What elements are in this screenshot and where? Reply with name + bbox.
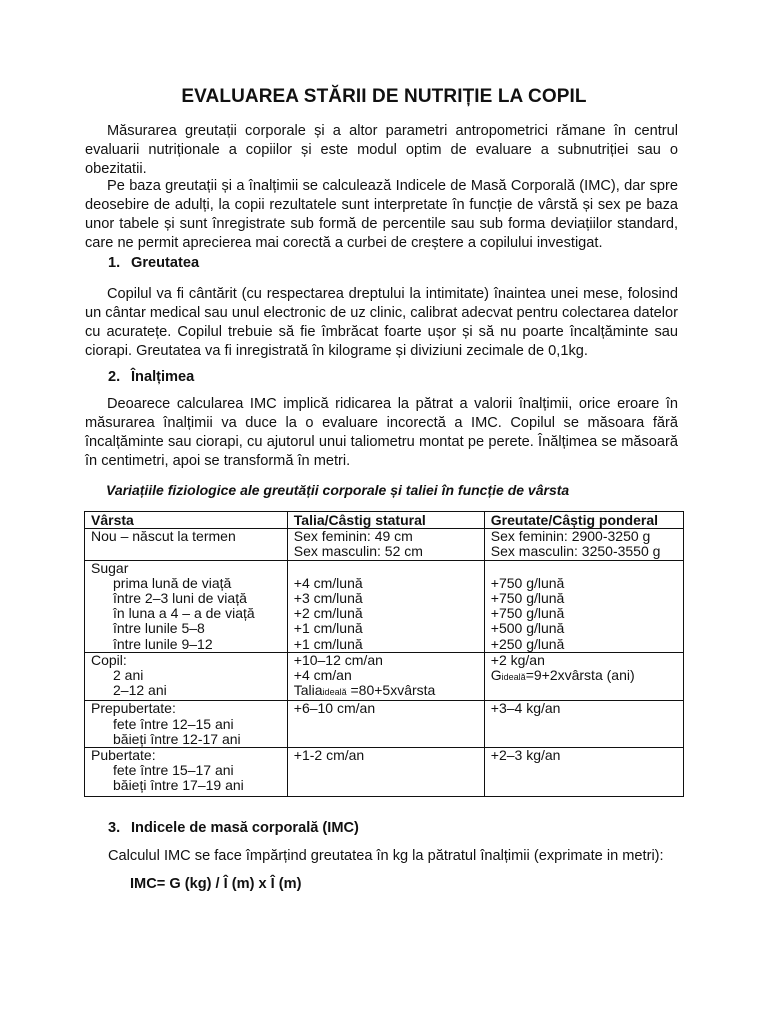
table-header-row <box>85 512 684 529</box>
cell-talia: +10–12 cm/an +4 cm/an Taliaideală =80+5xvârsta <box>287 652 484 701</box>
section-title: Greutatea <box>131 255 200 271</box>
cell-age: Pubertate: fete între 15–17 ani băieți între 17–19 ani <box>85 748 288 797</box>
talia-ideala-formula: Taliaideală =80+5xvârsta <box>293 682 436 699</box>
greutatea-paragraph: Copilul va fi cântărit (cu respectarea dreptului la intimitate) înaintea unei mese, folosind un cântar medical sau unul electronic de uz clinic, calibrat adecvat pentru colectarea datelor cu acuratețe. Copilul trebuie să fie îmbrăcat foarte ușor și să nu poarte încalțăminte sau ciorapi. Greutatea va fi inregistrată în kilograme și diviziuni zecimale de 0,1kg. <box>85 286 678 359</box>
growth-table <box>84 511 684 797</box>
table-row-copil <box>85 652 684 701</box>
section-number: 2. <box>108 369 121 385</box>
section-title: Înalțimea <box>131 369 195 385</box>
imc-paragraph: Calculul IMC se face împărțind greutatea în kg la pătratul înalțimii (exprimate in metri): <box>108 848 664 864</box>
intro-paragraph-2: Pe baza greutații și a înalțimii se calculează Indicele de Masă Corporală (IMC), dar spre deosebire de adulți, la copii rezultatele sunt interpretate în funcție de vârstă și sex pe baza unor tabele și sunt înregistrate sub formă de percentile sau sub forma deviațiilor standard, care ne permit aprecierea mai corectă a curbei de creștere a copilului investigat. <box>85 178 678 251</box>
cell-age: Prepubertate: fete între 12–15 ani băieți între 12-17 ani <box>85 701 288 748</box>
cell-greutate: +750 g/lună +750 g/lună +750 g/lună +500 g/lună +250 g/lună <box>484 560 683 652</box>
cell-talia: +6–10 cm/an <box>287 701 484 748</box>
table-row-prepubertate <box>85 701 684 748</box>
table-row-sugar <box>85 560 684 652</box>
cell-greutate: +2 kg/an Gideală=9+2xvârsta (ani) <box>484 652 683 701</box>
cell-age: Sugar prima lună de viață între 2–3 luni de viață în luna a 4 – a de viață între lunile 5–8 între lunile 9–12 <box>85 560 288 652</box>
cell-age: Nou – născut la termen <box>85 529 288 560</box>
cell-greutate: +3–4 kg/an <box>484 701 683 748</box>
cell-greutate: +2–3 kg/an <box>484 748 683 797</box>
section-number: 1. <box>108 255 121 271</box>
cell-age: Copil: 2 ani 2–12 ani <box>85 652 288 701</box>
document-title: EVALUAREA STĂRII DE NUTRIȚIE LA COPIL <box>181 86 587 107</box>
section-number: 3. <box>108 820 121 836</box>
header-varsta: Vârsta <box>85 512 288 529</box>
section-heading-inaltimea <box>108 369 194 385</box>
cell-greutate: Sex feminin: 2900-3250 g Sex masculin: 3250-3550 g <box>484 529 683 560</box>
section-heading-greutatea <box>108 255 199 271</box>
cell-talia: +1-2 cm/an <box>287 748 484 797</box>
cell-talia: +4 cm/lună +3 cm/lună +2 cm/lună +1 cm/lună +1 cm/lună <box>287 560 484 652</box>
section-heading-imc <box>108 820 359 836</box>
intro-paragraph-1: Măsurarea greutații corporale și a altor parametri antropometrici rămane în centrul evaluarii nutriționale a copiilor și este modul optim de evaluare a subnutriției sau o obezitatii. <box>85 123 678 177</box>
table-row-pubertate <box>85 748 684 797</box>
inaltimea-paragraph: Deoarece calcularea IMC implică ridicarea la pătrat a valorii înalțimii, orice eroare în măsurarea înalțimii va duce la o evaluare incorectă a IMC. Copilul se măsoara fără încalțăminte sau ciorapi, cu ajutorul unui taliometru montat pe perete. Înălțimea se măsoară în centimetri, apoi se transformă în metri. <box>85 396 678 469</box>
table-caption: Variațiile fiziologice ale greutății corporale și taliei în funcție de vârsta <box>106 482 570 498</box>
header-greutate: Greutate/Câștig ponderal <box>484 512 683 529</box>
cell-talia: Sex feminin: 49 cm Sex masculin: 52 cm <box>287 529 484 560</box>
header-talia: Talia/Câstig statural <box>287 512 484 529</box>
section-title: Indicele de masă corporală (IMC) <box>131 820 359 836</box>
greutate-ideala-formula: Gideală=9+2xvârsta (ani) <box>490 667 635 684</box>
imc-formula: IMC= G (kg) / Î (m) x Î (m) <box>130 876 302 892</box>
table-row-nou-nascut <box>85 529 684 560</box>
